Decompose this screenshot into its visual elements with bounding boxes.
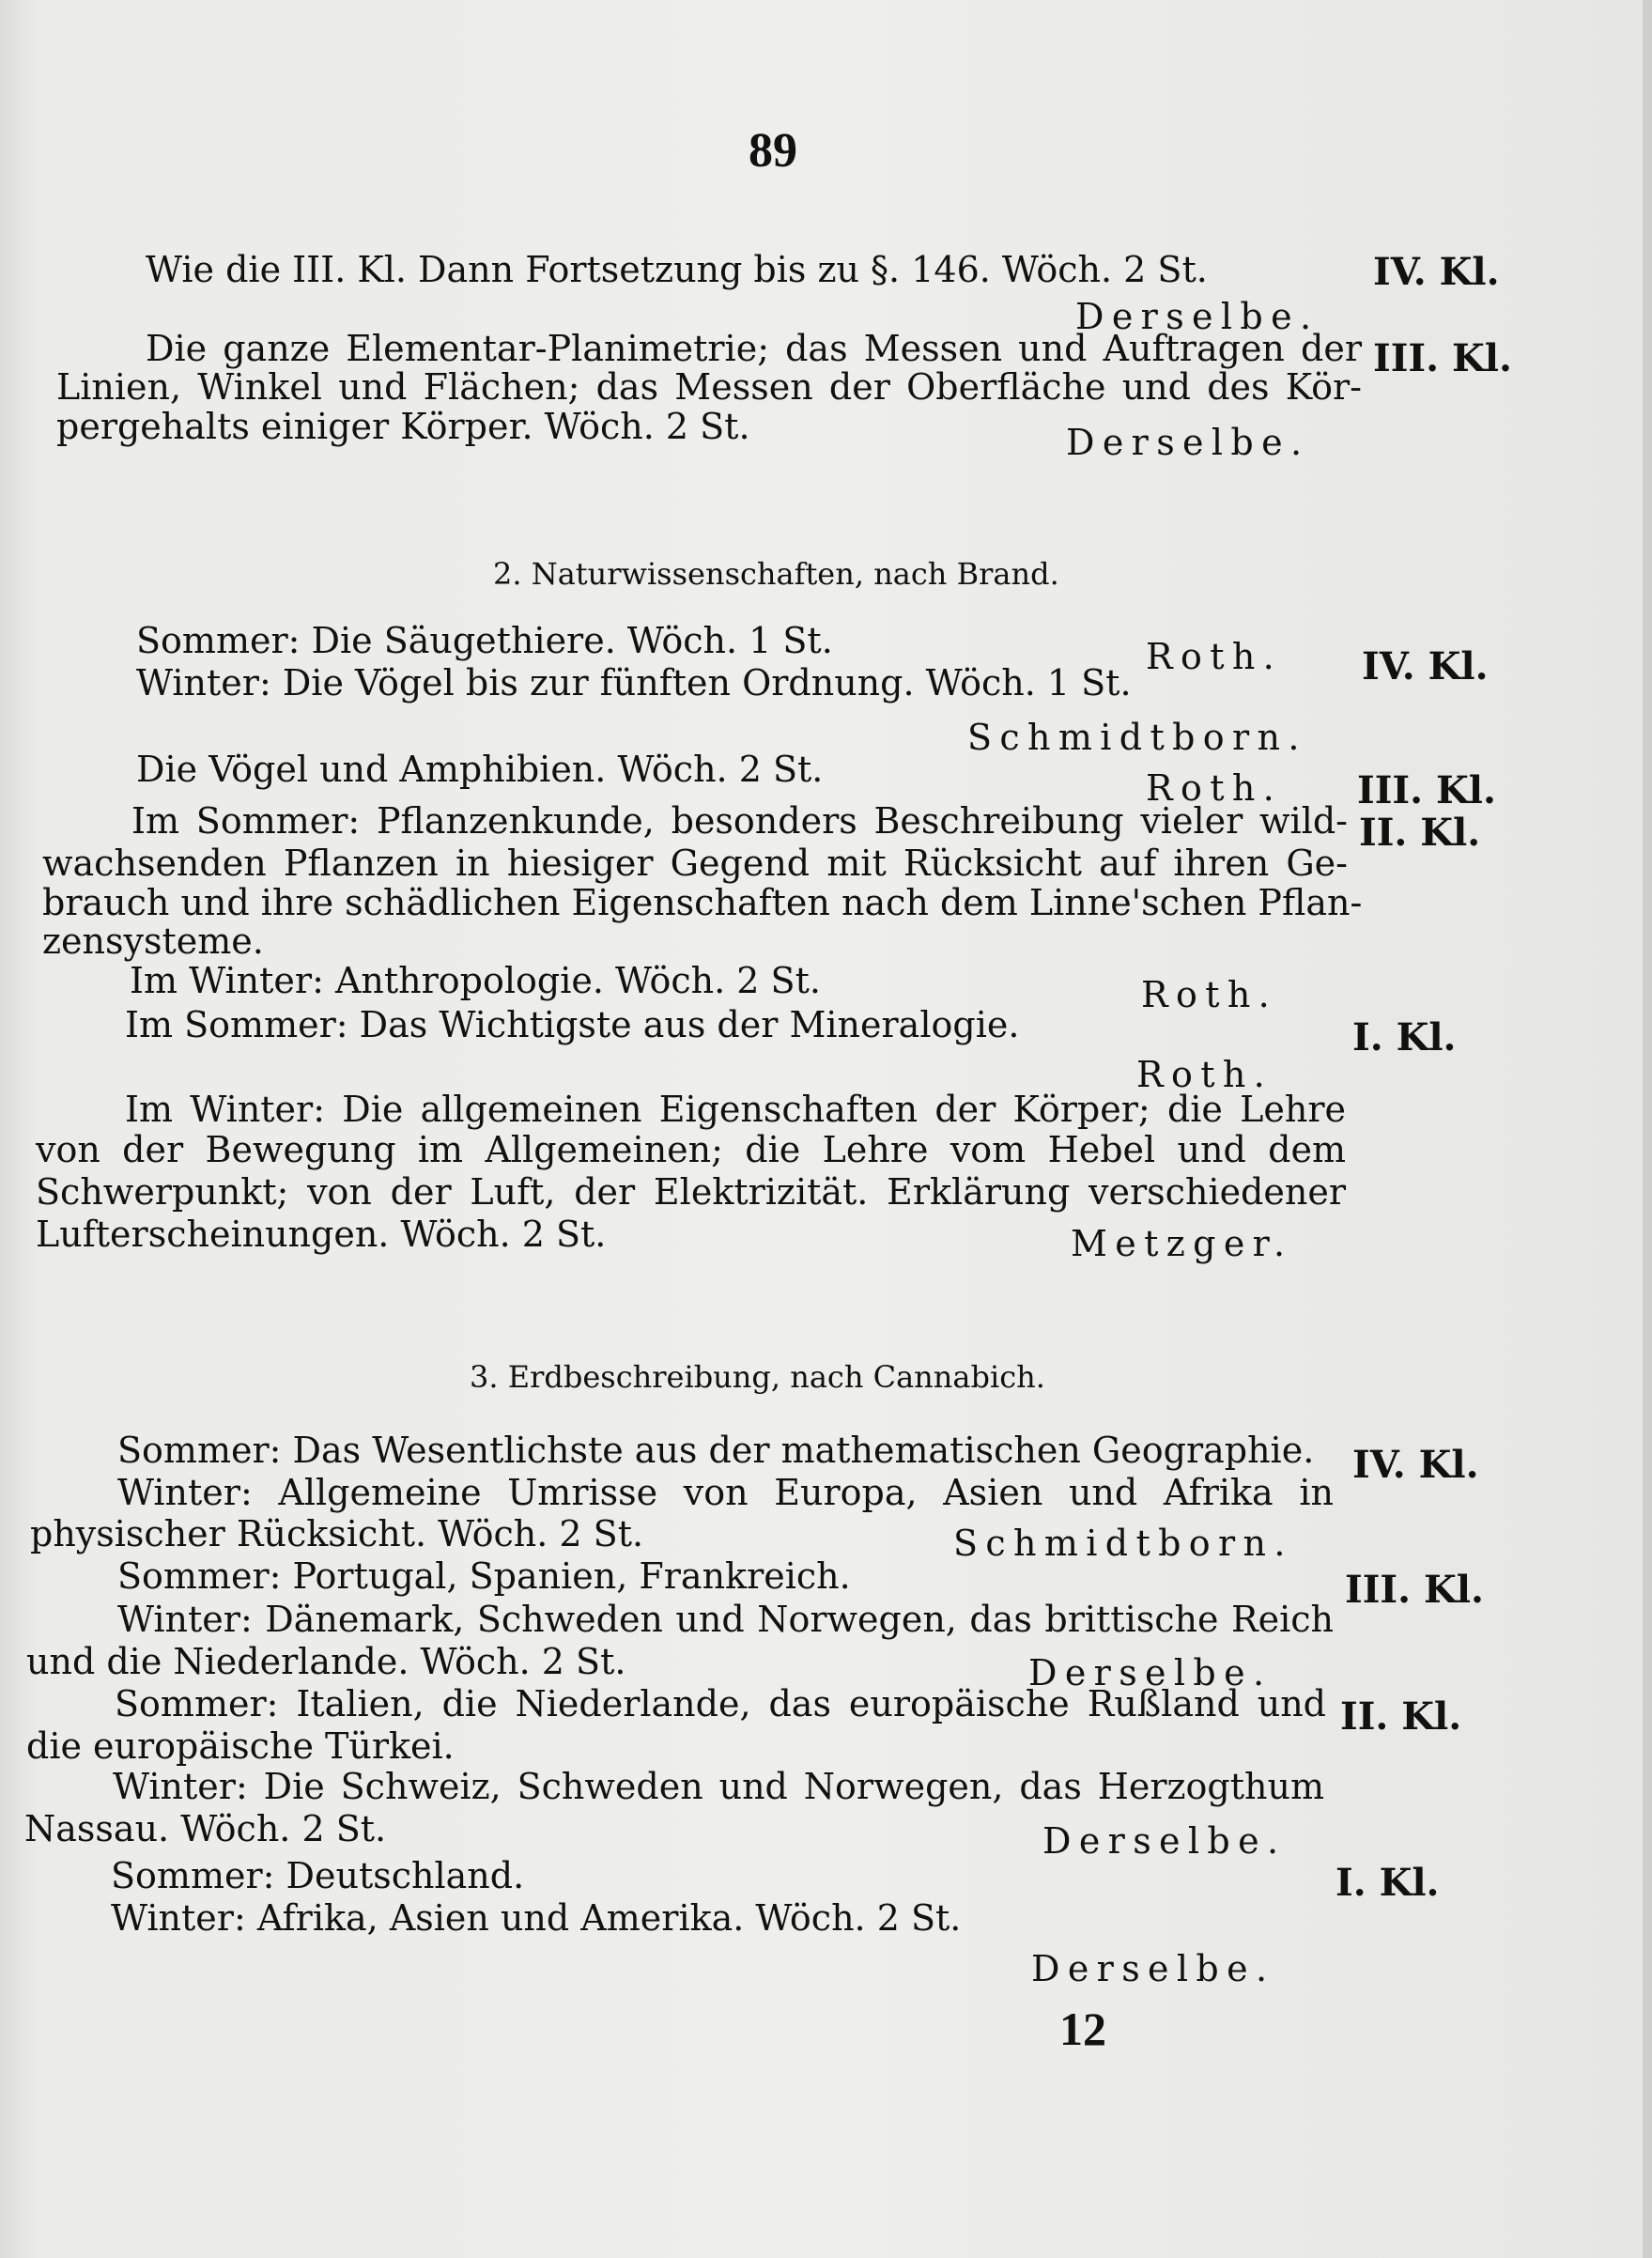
math-iii-class: III. Kl. [1373,336,1512,380]
nat-iii-text: Die Vögel und Amphibien. Wöch. 2 St. [136,749,824,790]
nat-ii-winter-teacher: Roth. [1141,974,1278,1015]
geo-iii-teacher: Derselbe. [1028,1652,1273,1694]
geo-i-teacher: Derselbe. [1031,1948,1275,1989]
math-iii-line1: Die ganze Elementar-Planimetrie; das Messen und Auftragen der [146,328,1362,369]
nat-i-class: I. Kl. [1352,1015,1457,1059]
geo-iv-teacher: Schmidtborn. [953,1523,1293,1564]
section-heading-naturwissenschaften: 2. Naturwissenschaften, nach Brand. [493,556,1059,592]
nat-iii-class: III. Kl. [1357,768,1496,812]
nat-ii-line4: zensysteme. [42,920,264,962]
signature-mark: 12 [1059,2003,1106,2055]
geo-iii-winter-line2: und die Niederlande. Wöch. 2 St. [26,1641,626,1682]
geo-i-winter: Winter: Afrika, Asien und Amerika. Wöch. 2 St. [111,1897,962,1939]
geo-iv-sommer: Sommer: Das Wesentlichste aus der mathematischen Geographie. [117,1430,1315,1471]
section-heading-erdbeschreibung: 3. Erdbeschreibung, nach Cannabich. [470,1359,1045,1395]
nat-iv-sommer-teacher: Roth. [1146,636,1283,677]
geo-ii-teacher: Derselbe. [1042,1820,1287,1862]
math-iii-teacher: Derselbe. [1066,422,1310,463]
page-edge [1643,0,1652,2258]
page-number: 89 [749,124,797,178]
geo-ii-winter-line2: Nassau. Wöch. 2 St. [24,1808,387,1849]
geo-ii-winter-line1: Winter: Die Schweiz, Schweden und Norwegen, das Herzogthum [113,1766,1324,1807]
nat-i-winter-line2: von der Bewegung im Allgemeinen; die Lehre vom Hebel und dem [36,1129,1346,1170]
math-iv-class: IV. Kl. [1373,250,1500,294]
nat-i-winter-line3: Schwerpunkt; von der Luft, der Elektrizität. Erklärung verschiedener [36,1171,1346,1213]
nat-i-winter-line4: Lufterscheinungen. Wöch. 2 St. [36,1214,607,1255]
nat-i-winter-teacher: Metzger. [1071,1223,1293,1264]
nat-ii-winter: Im Winter: Anthropologie. Wöch. 2 St. [130,960,821,1001]
geo-iv-winter-line2: physischer Rücksicht. Wöch. 2 St. [30,1513,644,1554]
geo-iv-class: IV. Kl. [1352,1443,1479,1487]
geo-iii-winter-line1: Winter: Dänemark, Schweden und Norwegen, das brittische Reich [117,1599,1334,1640]
nat-i-winter-line1: Im Winter: Die allgemeinen Eigenschaften der Körper; die Lehre [125,1089,1346,1130]
math-iv-teacher: Derselbe. [1075,296,1320,337]
nat-ii-class: II. Kl. [1359,811,1481,855]
geo-iii-class: III. Kl. [1345,1568,1484,1612]
nat-iv-class: IV. Kl. [1362,644,1489,688]
nat-ii-line3: brauch und ihre schädlichen Eigenschaften nach dem Linne'schen Pflan- [42,882,1363,923]
geo-ii-sommer-line1: Sommer: Italien, die Niederlande, das europäische Rußland und [115,1683,1326,1724]
nat-iv-winter-teacher: Schmidtborn. [967,717,1307,758]
nat-ii-line2: wachsenden Pflanzen in hiesiger Gegend mit Rücksicht auf ihren Ge- [42,843,1348,884]
nat-iii-teacher: Roth. [1146,767,1283,809]
math-iii-line3: pergehalts einiger Körper. Wöch. 2 St. [56,406,750,447]
nat-iv-sommer: Sommer: Die Säugethiere. Wöch. 1 St. [136,620,833,661]
geo-ii-class: II. Kl. [1340,1694,1462,1739]
geo-iii-sommer: Sommer: Portugal, Spanien, Frankreich. [117,1555,851,1597]
nat-ii-line1: Im Sommer: Pflanzenkunde, besonders Beschreibung vieler wild- [131,800,1348,842]
geo-ii-sommer-line2: die europäische Türkei. [26,1725,455,1767]
geo-iv-winter-line1: Winter: Allgemeine Umrisse von Europa, Asien und Afrika in [117,1472,1334,1513]
nat-i-sommer-teacher: Roth. [1136,1054,1274,1095]
math-iii-line2: Linien, Winkel und Flächen; das Messen der Oberfläche und des Kör- [56,366,1362,408]
geo-i-class: I. Kl. [1335,1861,1440,1905]
nat-iv-winter: Winter: Die Vögel bis zur fünften Ordnung. Wöch. 1 St. [136,662,1132,704]
geo-i-sommer: Sommer: Deutschland. [111,1855,525,1896]
math-iv-line: Wie die III. Kl. Dann Fortsetzung bis zu §. 146. Wöch. 2 St. [146,249,1208,290]
nat-i-sommer: Im Sommer: Das Wichtigste aus der Mineralogie. [125,1004,1020,1045]
